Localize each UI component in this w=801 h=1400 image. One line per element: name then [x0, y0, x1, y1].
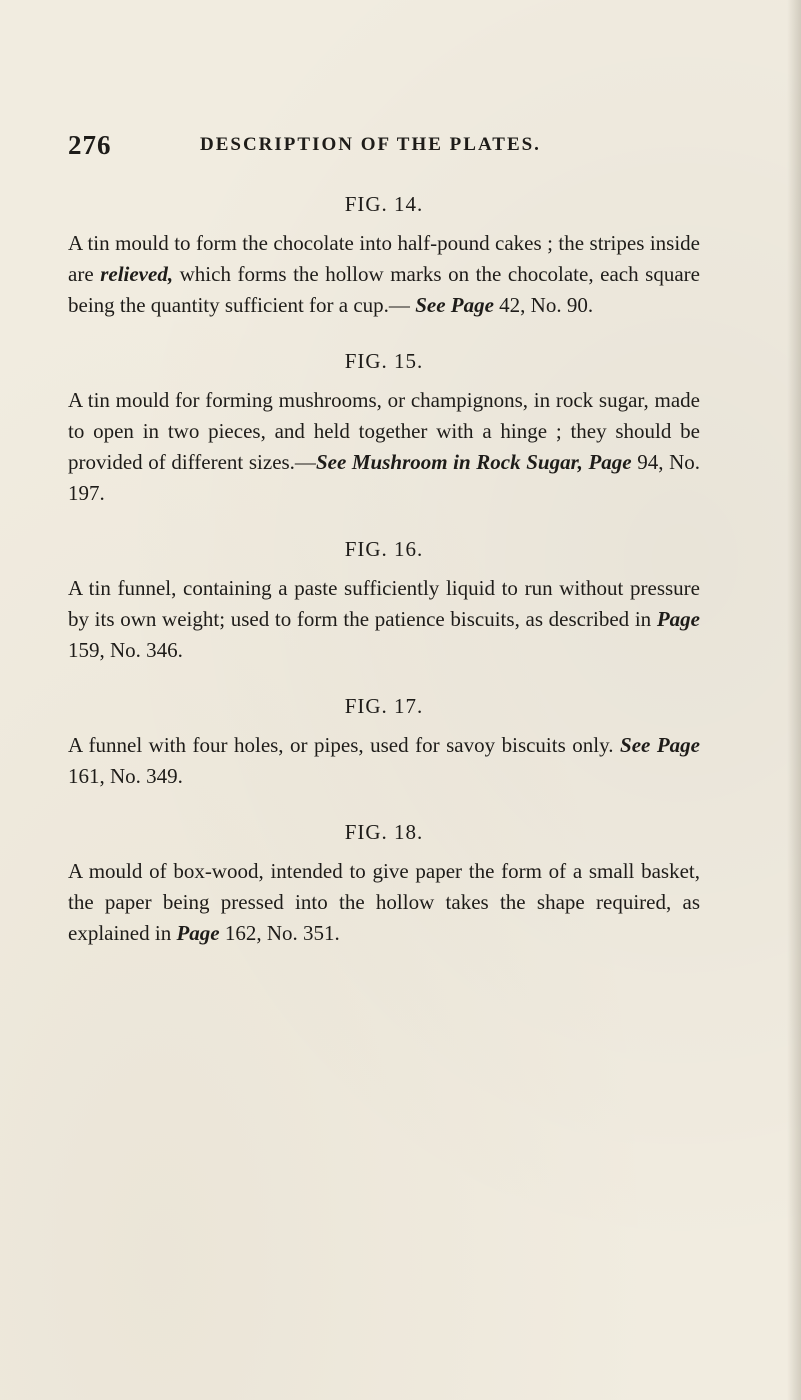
- figure-17: [68, 692, 700, 792]
- figure-description: [68, 228, 700, 321]
- reference-number: 161, No. 349.: [68, 764, 183, 788]
- page-reference: See Page: [415, 293, 494, 317]
- reference-number: 162, No. 351.: [219, 921, 340, 945]
- figure-title: FIG. 18.: [344, 820, 424, 844]
- page-content: [68, 190, 700, 961]
- figure-description: [68, 573, 700, 666]
- italic-term: relieved,: [100, 262, 174, 286]
- page-edge-shadow: [787, 0, 801, 1400]
- reference-number: 159, No. 346.: [68, 638, 183, 662]
- figure-16: [68, 535, 700, 666]
- figure-15: [68, 347, 700, 509]
- page-reference: See Mushroom in Rock Sugar, Page: [315, 450, 632, 474]
- figure-14: [68, 190, 700, 321]
- figure-description: [68, 385, 700, 509]
- figure-description: [68, 730, 700, 792]
- description-text: which forms the hollow marks on the chocolate, each square being the quantity sufficient for a cup.—: [68, 262, 700, 317]
- description-text: A tin mould to form the chocolate into half-pound cakes ; the stripes inside are: [68, 231, 700, 286]
- page-reference: Page: [656, 607, 700, 631]
- page-header: [68, 130, 748, 164]
- description-text: A mould of box-wood, intended to give paper the form of a small basket, the paper being pressed into the hollow takes the shape required, as explained in: [68, 859, 700, 945]
- figure-title: FIG. 16.: [344, 537, 424, 561]
- description-text: A tin funnel, containing a paste sufficiently liquid to run without pressure by its own weight; used to form the patience biscuits, as described in: [68, 576, 700, 631]
- figure-18: [68, 818, 700, 949]
- reference-number: 42, No. 90.: [493, 293, 594, 317]
- figure-title: FIG. 14.: [344, 192, 424, 216]
- description-text: A funnel with four holes, or pipes, used for savoy biscuits only.: [68, 733, 621, 757]
- page-reference: Page: [176, 921, 220, 945]
- page-reference: See Page: [620, 733, 700, 757]
- running-head: DESCRIPTION OF THE PLATES.: [200, 134, 541, 155]
- figure-title: FIG. 15.: [344, 349, 424, 373]
- reference-number: 94, No. 197.: [68, 450, 700, 505]
- figure-title: FIG. 17.: [344, 694, 424, 718]
- page-number: 276: [68, 130, 112, 160]
- figure-description: [68, 856, 700, 949]
- description-text: A tin mould for forming mushrooms, or champignons, in rock sugar, made to open in two pieces, and held together with a hinge ; they should be provided of different sizes.—: [68, 388, 700, 474]
